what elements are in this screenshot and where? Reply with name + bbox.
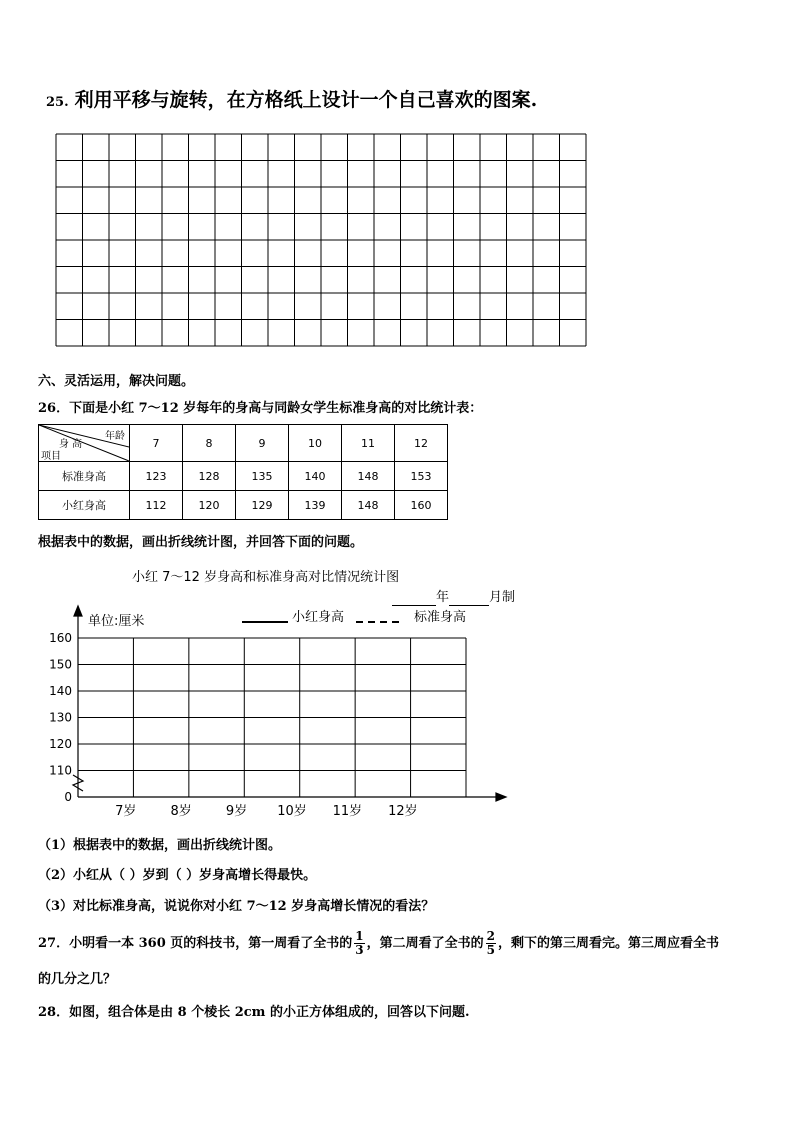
question-26-prompt: 26．下面是小红 7～12 岁每年的身高与同龄女学生标准身高的对比统计表： bbox=[38, 401, 483, 416]
axis-break-mark bbox=[73, 775, 83, 791]
x-tick-label: 12岁 bbox=[388, 804, 418, 819]
legend-label: 小红身高 bbox=[292, 610, 345, 625]
grid-paper[interactable] bbox=[55, 133, 587, 347]
question-text: 利用平移与旋转，在方格纸上设计一个自己喜欢的图案. bbox=[74, 89, 538, 111]
value-cell: 135 bbox=[236, 462, 289, 491]
q27-text-d: 的几分之几？ bbox=[38, 972, 117, 987]
chart-title: 小红 7～12 岁身高和标准身高对比情况统计图 bbox=[132, 570, 400, 585]
x-tick-label: 8岁 bbox=[170, 804, 192, 819]
age-cell: 11 bbox=[342, 425, 395, 462]
row-label: 小红身高 bbox=[39, 491, 130, 520]
sub-question-3: （3）对比标准身高，说说你对小红 7～12 岁身高增长情况的看法？ bbox=[38, 899, 435, 914]
instruction: 根据表中的数据，画出折线统计图，并回答下面的问题。 bbox=[38, 535, 364, 550]
x-tick-label: 9岁 bbox=[225, 804, 248, 819]
question-25 bbox=[46, 85, 537, 112]
value-cell: 123 bbox=[130, 462, 183, 491]
fraction-two-fifths: $\frac{2}{5}$ bbox=[486, 929, 496, 957]
value-cell: 140 bbox=[289, 462, 342, 491]
value-cell: 148 bbox=[342, 491, 395, 520]
question-number: 25. bbox=[46, 95, 69, 110]
legend-label: 标准身高 bbox=[414, 610, 467, 625]
value-cell: 112 bbox=[130, 491, 183, 520]
row-label: 标准身高 bbox=[39, 462, 130, 491]
q27-text-b: ，第二周看了全书的 bbox=[366, 936, 484, 951]
sub-question-1: （1）根据表中的数据，画出折线统计图。 bbox=[38, 838, 282, 853]
y-tick-label: 120 bbox=[49, 737, 72, 751]
x-tick-label: 11岁 bbox=[332, 804, 363, 819]
header-item-label: 项目 bbox=[41, 451, 61, 462]
q27-text-c: ，剩下的第三周看完。第三周应看全书 bbox=[498, 936, 720, 951]
x-tick-label: 7岁 bbox=[115, 804, 137, 819]
x-tick-label: 10岁 bbox=[277, 804, 307, 819]
value-cell: 148 bbox=[342, 462, 395, 491]
age-cell: 10 bbox=[289, 425, 342, 462]
month-label: 月制 bbox=[489, 590, 516, 605]
fraction-one-third: $\frac{1}{3}$ bbox=[355, 929, 364, 957]
height-table bbox=[38, 424, 448, 520]
age-cell: 9 bbox=[236, 425, 289, 462]
section-title: 六、灵活运用，解决问题。 bbox=[38, 374, 195, 389]
y-tick-label: 140 bbox=[49, 684, 72, 698]
value-cell: 139 bbox=[289, 491, 342, 520]
year-label: 年 bbox=[436, 590, 450, 605]
q27-text-a: 27．小明看一本 360 页的科技书，第一周看了全书的 bbox=[38, 936, 353, 951]
age-cell: 12 bbox=[395, 425, 448, 462]
y-axis-arrow bbox=[74, 606, 82, 616]
header-age-label: 年龄 bbox=[105, 431, 125, 442]
value-cell: 129 bbox=[236, 491, 289, 520]
sub-question-2: （2）小红从（ ）岁到（ ）岁身高增长得最快。 bbox=[38, 868, 317, 883]
line-chart[interactable] bbox=[40, 600, 520, 825]
value-cell: 153 bbox=[395, 462, 448, 491]
y-tick-label: 110 bbox=[49, 763, 72, 778]
question-28: 28．如图，组合体是由 8 个棱长 2cm 的小正方体组成的，回答以下问题. bbox=[38, 1005, 470, 1020]
y-tick-label: 0 bbox=[64, 790, 72, 804]
value-cell: 160 bbox=[395, 491, 448, 520]
value-cell: 128 bbox=[183, 462, 236, 491]
value-cell: 120 bbox=[183, 491, 236, 520]
header-height-label: 身 高 bbox=[59, 439, 83, 450]
x-axis-arrow bbox=[496, 793, 506, 801]
age-cell: 8 bbox=[183, 425, 236, 462]
age-cell: 7 bbox=[130, 425, 183, 462]
question-27 bbox=[38, 928, 719, 960]
y-tick-label: 130 bbox=[49, 710, 72, 725]
y-tick-label: 160 bbox=[49, 631, 72, 645]
y-tick-label: 150 bbox=[49, 657, 72, 672]
table-diagonal-header bbox=[39, 425, 130, 462]
unit-label: 单位:厘米 bbox=[88, 614, 145, 629]
